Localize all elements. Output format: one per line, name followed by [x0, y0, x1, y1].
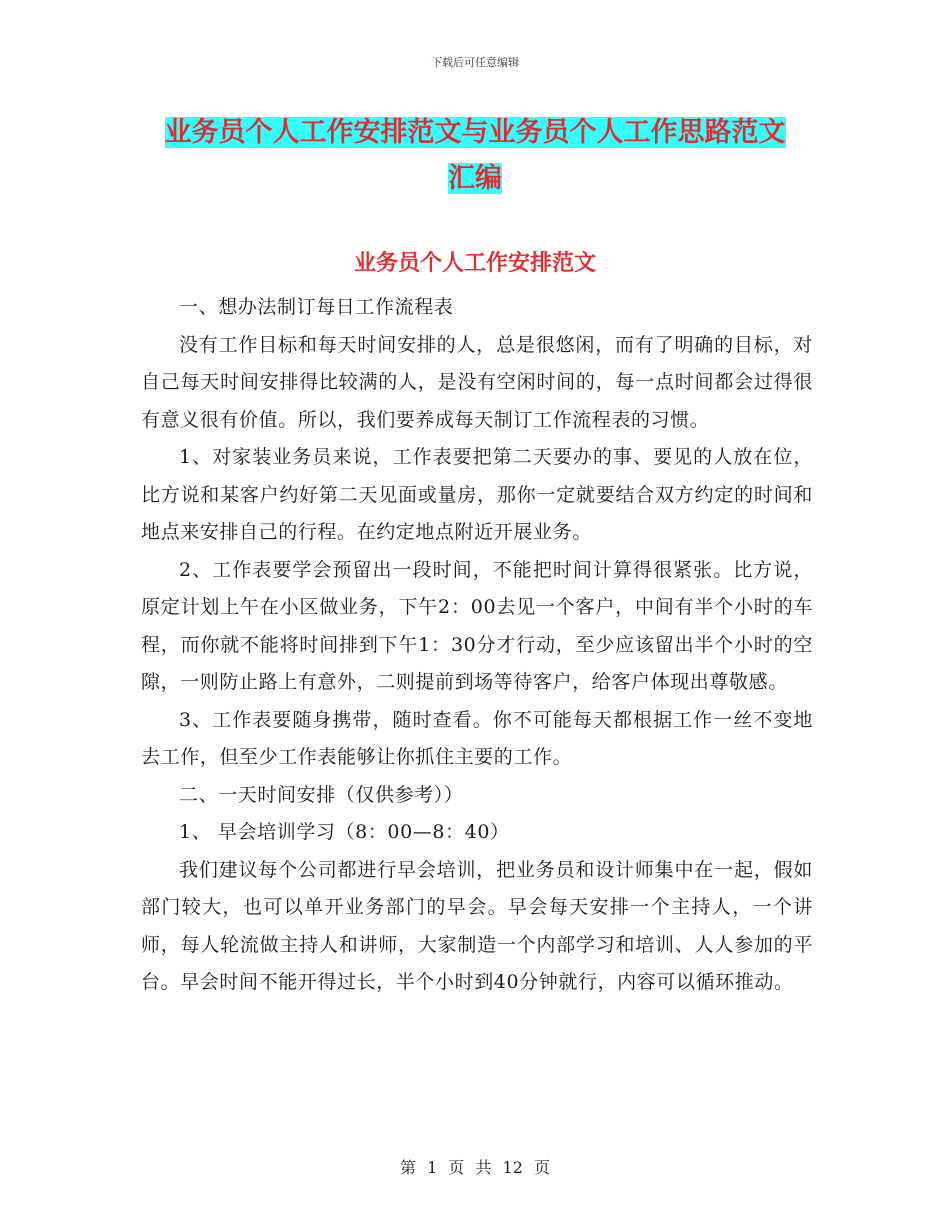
document-title — [140, 110, 810, 202]
section-title: 业务员个人工作安排范文 — [353, 250, 596, 276]
header-note: 下载后可任意编辑 — [431, 56, 519, 69]
paragraph: 二、一天时间安排（仅供参考）） — [179, 783, 464, 806]
document-body — [141, 289, 813, 1002]
paragraph: 没有工作目标和每天时间安排的人，总是很悠闲，而有了明确的目标，对自己每天时间安排得比较满的人，是没有空闲时间的，每一点时间都会过得很有意义很有价值。所以，我们要养成每天制订工作流程表的习惯。 — [141, 333, 813, 431]
document-title-line-1: 业务员个人工作安排范文与业务员个人工作思路范文 — [164, 117, 786, 148]
paragraph: 一、想办法制订每日工作流程表 — [179, 296, 454, 318]
paragraph: 1、对家装业务员来说，工作表要把第二天要办的事、要见的人放在位，比方说和某客户约好第二天见面或量房，那你一定就要结合双方约定的时间和地点来安排自己的行程。在约定地点附近开展业务。 — [141, 446, 813, 543]
page-number-footer: 第 1 页 共 12 页 — [400, 1158, 550, 1177]
paragraph: 3、工作表要随身携带，随时查看。你不可能每天都根据工作一丝不变地去工作，但至少工作表能够让你抓住主要的工作。 — [141, 708, 813, 768]
paragraph: 我们建议每个公司都进行早会培训，把业务员和设计师集中在一起，假如部门较大，也可以单开业务部门的早会。早会每天安排一个主持人，一个讲师，每人轮流做主持人和讲师，大家制造一个内部学习和培训、人人参加的平台。早会时间不能开得过长，半个小时到40分钟就行，内容可以循环推动。 — [141, 858, 813, 993]
document-title-line-2: 汇编 — [448, 163, 502, 194]
paragraph: 2、工作表要学会预留出一段时间，不能把时间计算得很紧张。比方说，原定计划上午在小区做业务，下午2：00去见一个客户，中间有半个小时的车程，而你就不能将时间排到下午1：30分才行动，至少应该留出半个小时的空隙，一则防止路上有意外，二则提前到场等待客户，给客户体现出尊敬感。 — [141, 558, 813, 693]
paragraph: 1、 早会培训学习（8：00—8：40） — [179, 821, 510, 843]
